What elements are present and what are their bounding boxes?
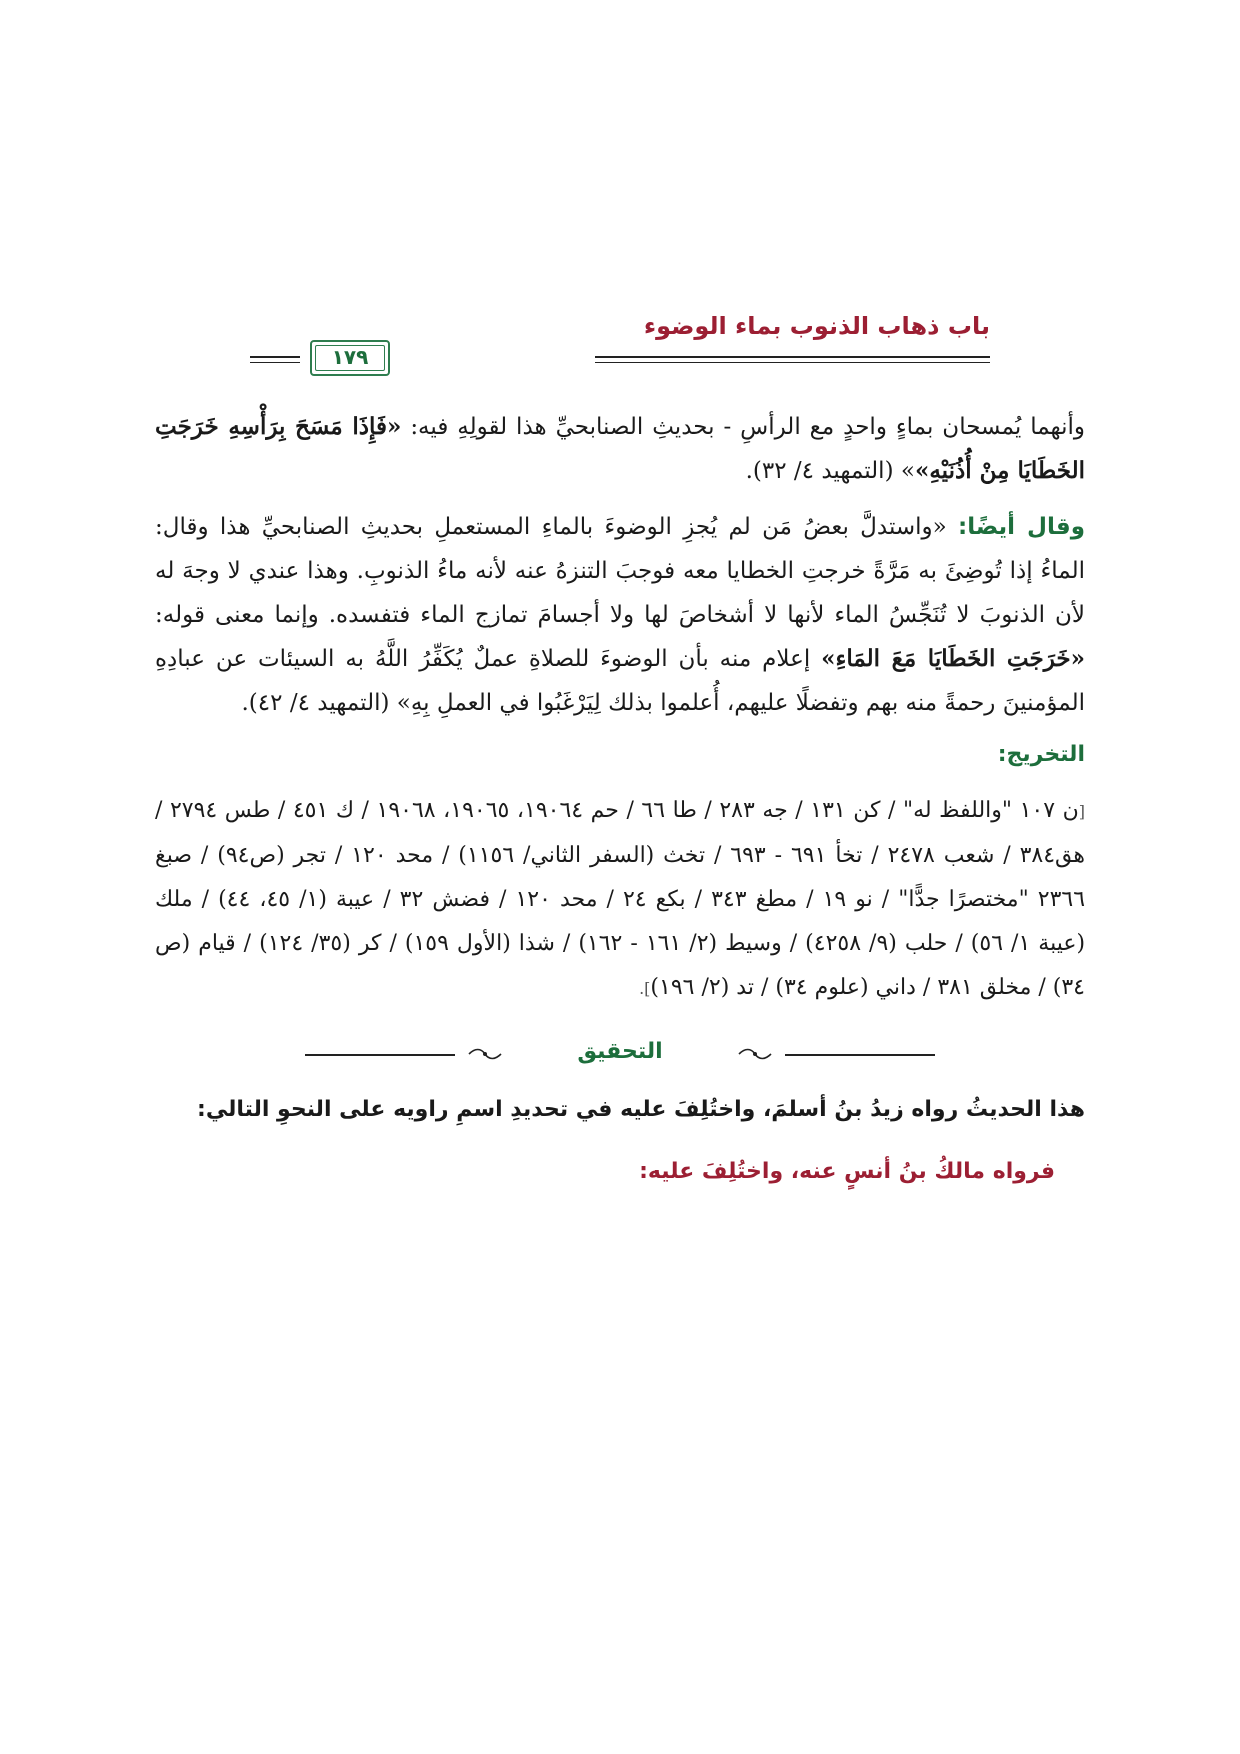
close-bracket: ]. bbox=[639, 979, 651, 998]
header-rule bbox=[595, 356, 990, 358]
narration-subheading: فرواه مالكُ بنُ أنسٍ عنه، واختُلِفَ عليه: bbox=[639, 1159, 1055, 1184]
takhrij-text: ن ١٠٧ "واللفظ له" / كن ١٣١ / جه ٢٨٣ / طا ٦٦ / حم ١٩٠٦٤، ١٩٠٦٥، ١٩٠٦٨ / ك ٤٥١ / طس ٢٧٩٤ / هق٣٨٤ / شعب ٢٤٧٨ / تخأ ٦٩١ - ٦٩٣ / تخث (السفر الثاني/ ١١٥٦) / محد ١٢٠ / تجر (ص٩٤) / صبغ ٢٣٦٦ "مختصرًا جدًّا" / نو ١٩ / مطغ ٣٤٣ / بكع ٢٤ / محد ١٢٠ / فضش ٣٢ / عيبة (١/ ٤٥، ٤٤) / ملك (عيبة ١/ ٥٦) / حلب (٩/ ٤٢٥٨) / وسيط (٢/ ١٦١ - ١٦٢) / شذا (الأول ١٥٩) / كر (٣٥/ ١٢٤) / قيام (ص ٣٤) / مخلق ٣٨١ / داني (علوم ٣٤) / تد (٢/ ١٩٦) bbox=[155, 798, 1086, 1000]
paragraph-text: وأنهما يُمسحان بماءٍ واحدٍ مع الرأسِ - بحديثِ الصنابحيِّ هذا لقولِهِ فيه: bbox=[410, 414, 1086, 440]
header-rule bbox=[595, 362, 990, 363]
takhrij-heading: التخريج: bbox=[997, 742, 1085, 767]
header-rule bbox=[250, 356, 300, 358]
open-bracket: [ bbox=[1078, 802, 1085, 821]
page-number: ١٧٩ bbox=[331, 345, 369, 369]
ornament-icon bbox=[467, 1047, 503, 1061]
citation: » (التمهيد ٤/ ٣٢). bbox=[745, 458, 915, 484]
section-divider bbox=[155, 1035, 1085, 1075]
takhrij-references bbox=[155, 789, 1085, 1011]
page-content bbox=[155, 405, 1085, 1195]
paragraph bbox=[155, 505, 1085, 725]
paragraph-text: إعلام منه بأن الوضوءَ للصلاةِ عملٌ يُكَفِّرُ اللَّهُ به السيئات عن عبادِهِ المؤمنينَ رحمةً منه بهم وتفضلًا عليهم، أُعلموا بذلك لِيَرْغَبُوا في العملِ بِهِ» (التمهيد ٤/ ٤٢). bbox=[155, 646, 1085, 716]
running-title: باب ذهاب الذنوب بماء الوضوء bbox=[643, 312, 990, 340]
paragraph-text: «واستدلَّ بعضُ مَن لم يُجزِ الوضوءَ بالماءِ المستعملِ بحديثِ الصنابحيِّ هذا وقال: الماءُ إذا تُوضِئَ به مَرَّةً خرجتِ الخطايا معه فوجبَ التنزهُ عنه لأنه ماءُ الذنوبِ. وهذا عندي لا وجهَ له لأن الذنوبَ لا تُنَجِّسُ الماء لأنها لا أشخاصَ لها ولا أجسامَ تمازج الماء فتفسده. وإنما معنى قوله: bbox=[155, 514, 1085, 628]
divider-line bbox=[305, 1054, 455, 1056]
page-number-badge bbox=[310, 340, 390, 376]
paragraph bbox=[155, 405, 1085, 493]
header-rule bbox=[250, 362, 300, 363]
hadith-quote: «فَإِذَا مَسَحَ بِرَأْسِهِ خَرَجَتِ الخَطَايَا مِنْ أُذُنَيْهِ» bbox=[155, 413, 1085, 484]
hadith-quote: «خَرَجَتِ الخَطَايَا مَعَ المَاءِ» bbox=[821, 645, 1086, 672]
page-header bbox=[250, 312, 990, 382]
tahqiq-paragraph: هذا الحديثُ رواه زيدُ بنُ أسلمَ، واختُلِفَ عليه في تحديدِ اسمِ راويه على النحوِ التالي: bbox=[197, 1097, 1085, 1122]
speaker-label: وقال أيضًا: bbox=[958, 514, 1085, 540]
tahqiq-heading: التحقيق bbox=[577, 1039, 663, 1064]
